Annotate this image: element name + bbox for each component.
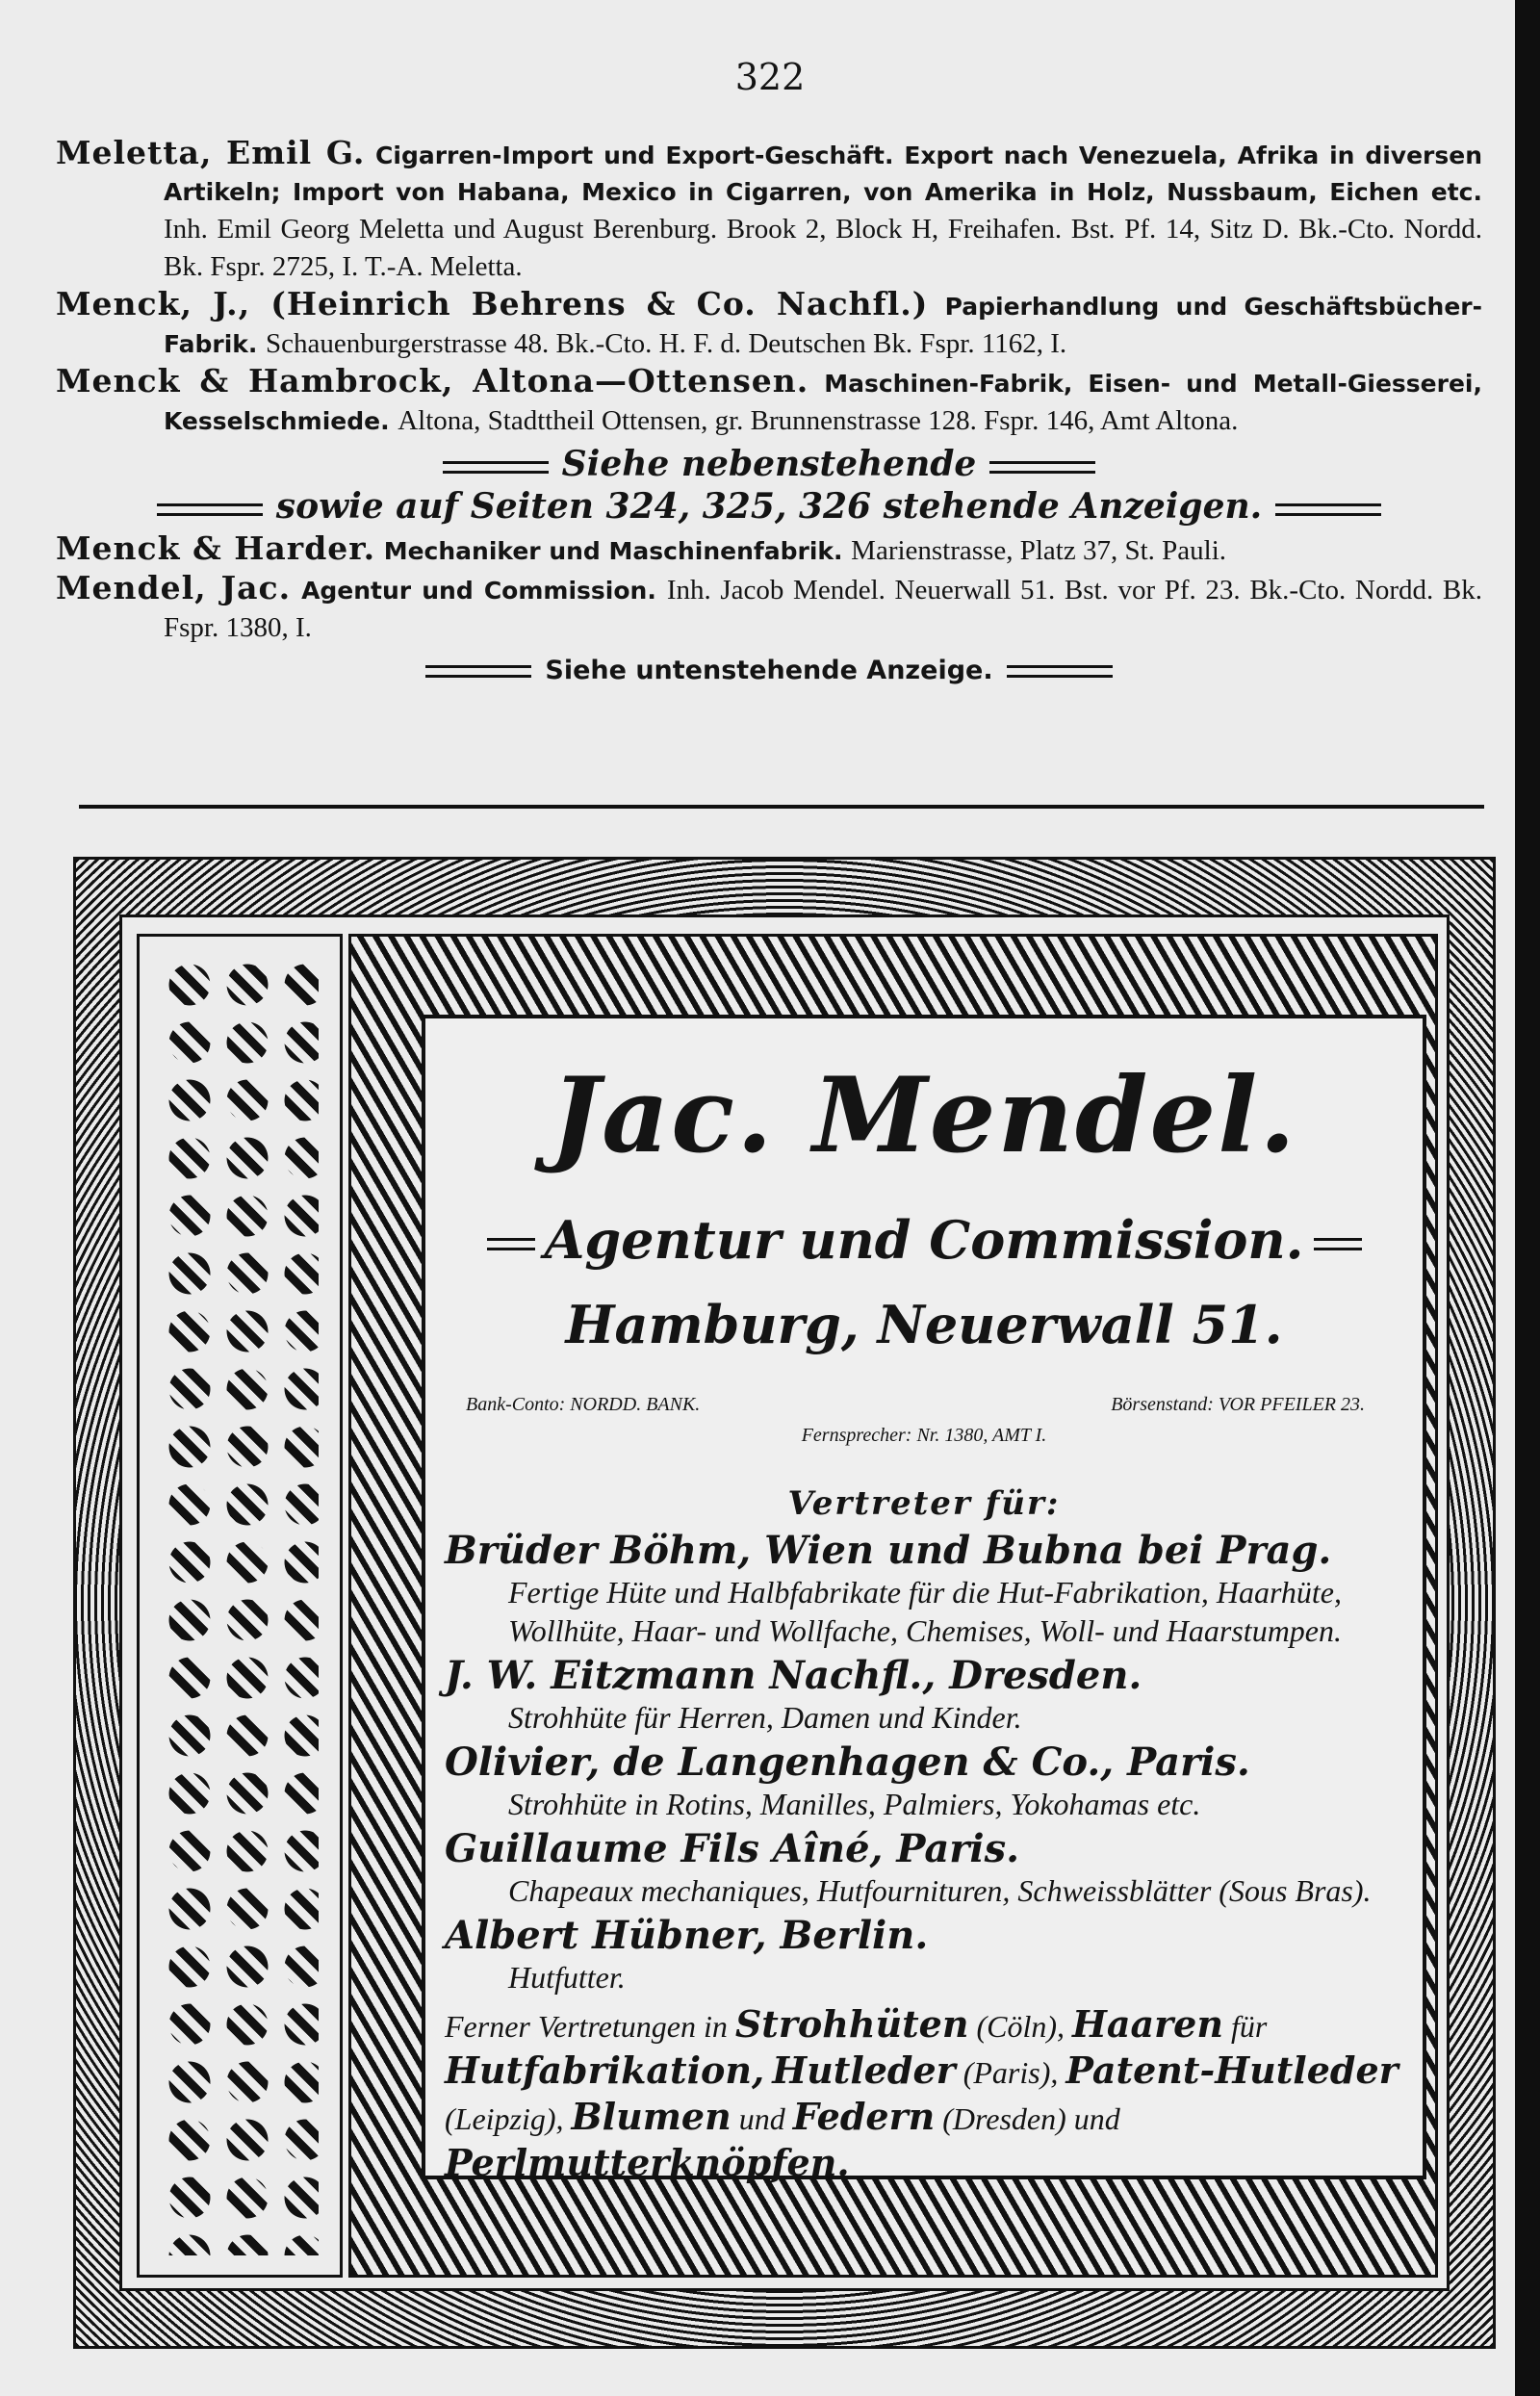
ad-title: Jac. Mendel. — [551, 1055, 1297, 1176]
entry-menck-hambrock — [56, 363, 1482, 440]
double-rule — [157, 503, 263, 516]
double-rule — [443, 461, 549, 474]
ad-phone: Fernsprecher: Nr. 1380, AMT I. — [801, 1425, 1047, 1446]
rep-name: Brüder Böhm, Wien und Bubna bei Prag. — [445, 1528, 1332, 1573]
rep-name: Albert Hübner, Berlin. — [445, 1913, 929, 1958]
footer-text: (Cöln), — [976, 2009, 1065, 2044]
footer-text: und — [738, 2101, 785, 2136]
entry-name: Menck, J., (Heinrich Behrens & Co. Nachfl.) — [56, 285, 929, 322]
rep-description: Hutfutter. — [508, 1960, 626, 1995]
ad-section-title: Vertreter für: — [787, 1484, 1061, 1523]
footer-emphasis: Blumen — [571, 2095, 732, 2138]
entry-mendel — [56, 570, 1482, 647]
section-separator — [79, 805, 1484, 809]
footer-emphasis: Hutfabrikation, — [445, 2048, 765, 2092]
entry-name: Mendel, Jac. — [56, 569, 292, 606]
entry-address: Altona, Stadttheil Ottensen, gr. Brunnenstrasse 128. Fspr. 146, Amt Altona. — [398, 405, 1239, 436]
footer-emphasis: Haaren — [1072, 2002, 1223, 2046]
entry-name: Menck & Harder. — [56, 529, 376, 567]
rep-item — [445, 1827, 1403, 1910]
ad-content-panel — [422, 1015, 1426, 2184]
entry-name: Menck & Hambrock, Altona—Ottensen. — [56, 362, 809, 399]
ad-subtitle — [425, 1209, 1423, 1271]
ad-subtitle-text: Agentur und Commission. — [544, 1209, 1304, 1271]
double-rule — [487, 1238, 535, 1250]
ornamental-side-panel — [137, 934, 343, 2278]
footer-emphasis: Hutleder — [772, 2048, 956, 2092]
notice-see-pages — [56, 488, 1482, 525]
entry-description: Papierhandlung und Geschäftsbücher-Fabrik. — [164, 293, 1483, 358]
double-rule — [425, 665, 531, 678]
double-rule — [1007, 665, 1113, 678]
double-rule — [989, 461, 1095, 474]
footer-emphasis: Federn — [792, 2095, 936, 2138]
notice-see-adjacent — [56, 446, 1482, 482]
rep-name: Guillaume Fils Aîné, Paris. — [445, 1826, 1020, 1871]
ad-exchange-stand: Börsenstand: VOR PFEILER 23. — [1111, 1394, 1365, 1415]
entry-address: Inh. Jacob Mendel. Neuerwall 51. Bst. vor Pf. 23. Bk.-Cto. Nordd. Bk. Fspr. 1380, I. — [164, 575, 1482, 643]
entry-address: Marienstrasse, Platz 37, St. Pauli. — [851, 535, 1226, 566]
rep-name: J. W. Eitzmann Nachfl., Dresden. — [445, 1653, 1142, 1698]
entry-meletta — [56, 135, 1482, 286]
directory-entries — [56, 135, 1482, 695]
notice-see-below — [56, 653, 1482, 689]
footer-emphasis: Perlmutterknöpfen. — [445, 2141, 850, 2184]
ad-bank-account: Bank-Conto: NORDD. BANK. — [466, 1394, 701, 1415]
entry-address: Inh. Emil Georg Meletta und August Berenburg. Brook 2, Block H, Freihafen. Bst. Pf. 14, Sitz D. Bk.-Cto. Nordd. Bk. Fspr. 2725, I. T.-A. Meletta. — [164, 214, 1482, 282]
footer-text: (Paris), — [962, 2055, 1059, 2090]
rep-item — [445, 1654, 1403, 1737]
notice-line-2: sowie auf Seiten 324, 325, 326 stehende Anzeigen. — [275, 486, 1263, 527]
rep-item — [445, 1529, 1403, 1650]
footer-text: Ferner Vertretungen in — [445, 2009, 728, 2044]
rep-item — [445, 1740, 1403, 1823]
rep-item — [445, 1914, 1403, 1997]
footer-text: für — [1231, 2009, 1268, 2044]
rep-description: Chapeaux mechaniques, Hutfournituren, Schweissblätter (Sous Bras). — [508, 1873, 1372, 1908]
footer-emphasis: Patent-Hutleder — [1065, 2048, 1399, 2092]
footer-text: (Leipzig), — [445, 2101, 564, 2136]
ad-address: Hamburg, Neuerwall 51. — [565, 1294, 1283, 1355]
ad-representations — [445, 1529, 1403, 2187]
advertisement — [73, 857, 1496, 2349]
rep-description: Strohhüte in Rotins, Manilles, Palmiers, Yokohamas etc. — [508, 1787, 1201, 1821]
entry-menck-j — [56, 286, 1482, 363]
notice-line-1: Siehe nebenstehende — [561, 444, 977, 484]
entry-address: Schauenburgerstrasse 48. Bk.-Cto. H. F. d. Deutschen Bk. Fspr. 1162, I. — [266, 328, 1067, 359]
entry-name: Meletta, Emil G. — [56, 134, 366, 171]
entry-description: Agentur und Commission. — [301, 577, 656, 605]
notice-line-3: Siehe untenstehende Anzeige. — [545, 656, 993, 685]
ad-footer-note — [445, 2002, 1403, 2187]
entry-description: Maschinen-Fabrik, Eisen- und Metall-Giesserei, Kesselschmiede. — [164, 370, 1482, 435]
double-rule — [1275, 503, 1381, 516]
rep-name: Olivier, de Langenhagen & Co., Paris. — [445, 1739, 1250, 1785]
entry-description: Mechaniker und Maschinenfabrik. — [383, 537, 843, 565]
entry-menck-harder — [56, 530, 1482, 570]
ornament-pattern — [161, 956, 319, 2255]
scan-edge — [1515, 0, 1540, 2396]
page-number: 322 — [734, 56, 806, 98]
rep-description: Strohhüte für Herren, Damen und Kinder. — [508, 1700, 1022, 1735]
entry-description: Cigarren-Import und Export-Geschäft. Export nach Venezuela, Afrika in diversen Artikeln; Import von Habana, Mexico in Cigarren, von Amerika in Holz, Nussbaum, Eichen etc. — [164, 142, 1482, 206]
footer-text: (Dresden) und — [942, 2101, 1120, 2136]
footer-emphasis: Strohhüten — [734, 2002, 969, 2046]
double-rule — [1314, 1238, 1362, 1250]
rep-description: Fertige Hüte und Halbfabrikate für die Hut-Fabrikation, Haarhüte, Wollhüte, Haar- und Wollfache, Chemises, Woll- und Haarstumpen. — [508, 1575, 1342, 1648]
